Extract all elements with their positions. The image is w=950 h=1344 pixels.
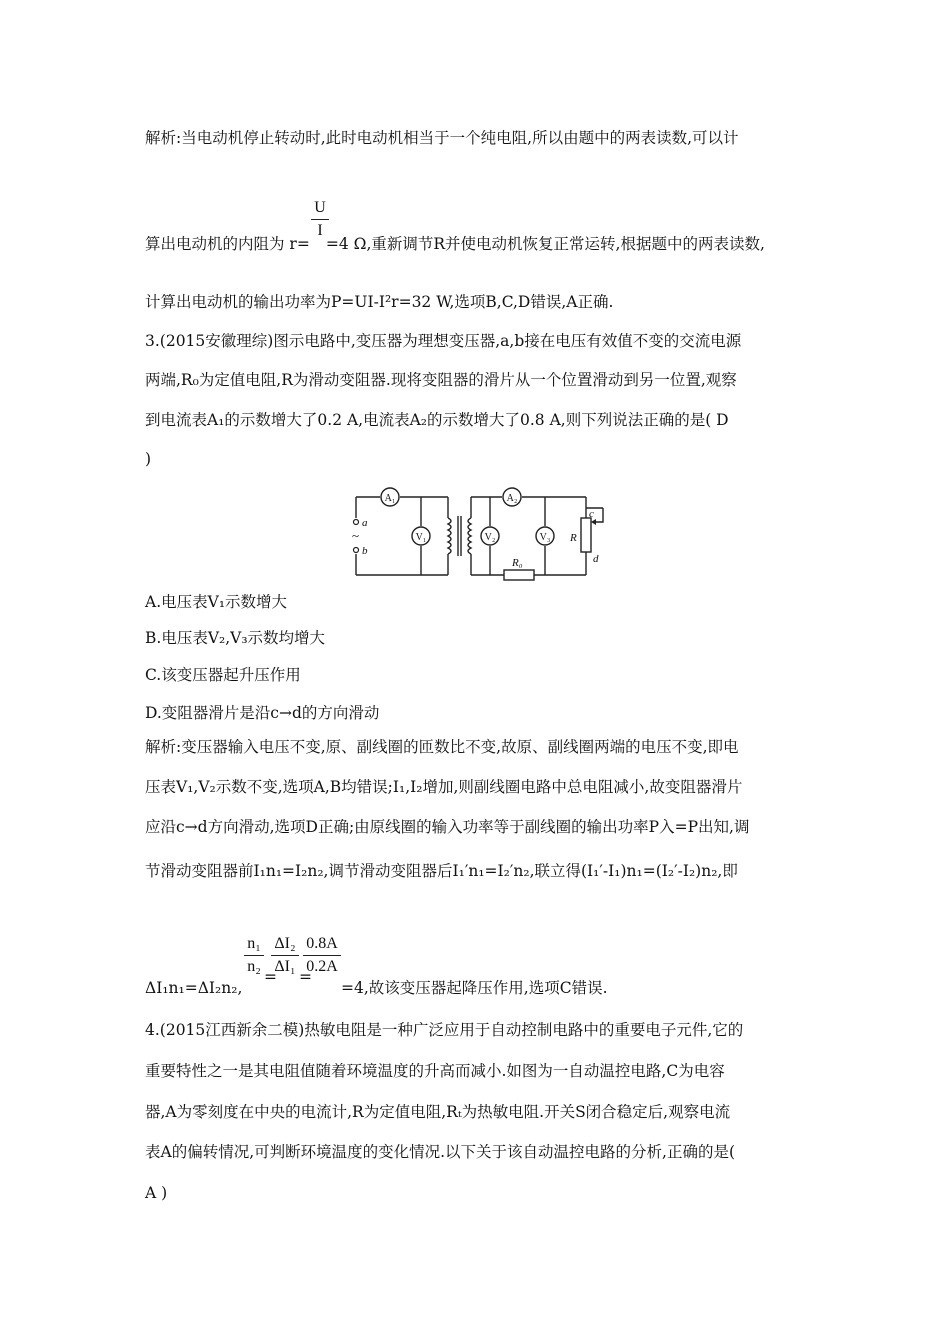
q4-stem-line2: 重要特性之一是其电阻值随着环境温度的升高而减小.如图为一自动温控电路,C为电容 xyxy=(145,1062,725,1080)
q3-stem-line3: 到电流表A₁的示数增大了0.2 A,电流表A₂的示数增大了0.8 A,则下列说法正确的是( D xyxy=(145,411,729,429)
label-r: R xyxy=(570,532,577,544)
q3-analysis-line4: 节滑动变阻器前I₁n₁=I₂n₂,调节滑动变阻器后I₁′n₁=I₂′n₂,联立得(I₁′-I₁)n₁=(I₂′-I₂)n₂,即 xyxy=(145,862,738,880)
q4-stem-line3: 器,A为零刻度在中央的电流计,R为定值电阻,Rₜ为热敏电阻.开关S闭合稳定后,观察电流 xyxy=(145,1103,731,1121)
q3-fraction-delta-i xyxy=(271,935,299,976)
q3-equation-pre: ΔI₁n₁=ΔI₂n₂, xyxy=(145,979,243,997)
label-ac-source: ~ xyxy=(352,528,360,543)
q3-frac3-den: 0.2A xyxy=(306,958,338,975)
q4-stem-line1: 4.(2015江西新余二模)热敏电阻是一种广泛应用于自动控制电路中的重要电子元件,它的 xyxy=(145,1021,744,1039)
q2-analysis-line1: 解析:当电动机停止转动时,此时电动机相当于一个纯电阻,所以由题中的两表读数,可以计 xyxy=(145,129,739,147)
q3-frac1-num: n₁ xyxy=(247,935,261,952)
q3-equals-2: = xyxy=(299,968,312,986)
q3-equation-post: =4,故该变压器起降压作用,选项C错误. xyxy=(341,979,608,997)
label-d: d xyxy=(593,553,599,565)
label-r0: R₀ xyxy=(512,557,523,569)
q2-frac-numerator: U xyxy=(314,199,326,216)
q3-stem-line1: 3.(2015安徽理综)图示电路中,变压器为理想变压器,a,b接在电压有效值不变的交流电源 xyxy=(145,332,742,350)
q3-option-c: C.该变压器起升压作用 xyxy=(145,666,301,684)
label-a1: A₁ xyxy=(384,493,396,504)
q3-analysis-line1: 解析:变压器输入电压不变,原、副线圈的匝数比不变,故原、副线圈两端的电压不变,即电 xyxy=(145,738,739,756)
q3-option-d: D.变阻器滑片是沿c→d的方向滑动 xyxy=(145,704,380,722)
label-a-terminal: a xyxy=(362,517,368,529)
label-a2: A₂ xyxy=(506,493,518,504)
q2-analysis-line3: 计算出电动机的输出功率为P=UI-I²r=32 W,选项B,C,D错误,A正确. xyxy=(145,293,614,311)
q2-line2-pre: 算出电动机的内阻为 r= xyxy=(145,235,310,253)
label-v3: V₃ xyxy=(539,532,551,543)
q3-analysis-line2: 压表V₁,V₂示数不变,选项A,B均错误;I₁,I₂增加,则副线圈电路中总电阻减小,故变阻器滑片 xyxy=(145,778,743,796)
q3-frac2-den: ΔI₁ xyxy=(274,958,296,975)
q3-fraction-turns xyxy=(244,935,264,976)
q3-stem-line4: ) xyxy=(145,450,152,468)
label-c: c xyxy=(589,508,594,520)
q2-analysis-line2 xyxy=(145,234,765,254)
label-b-terminal: b xyxy=(362,545,368,557)
q3-equals-1: = xyxy=(264,968,277,986)
q2-frac-denominator: I xyxy=(317,222,323,239)
q3-frac3-num: 0.8A xyxy=(306,935,338,952)
q3-option-a: A.电压表V₁示数增大 xyxy=(145,593,288,611)
q3-frac1-den: n₂ xyxy=(247,958,261,975)
q3-analysis-line3: 应沿c→d方向滑动,选项D正确;由原线圈的输入功率等于副线圈的输出功率P入=P出知,调 xyxy=(145,818,750,836)
transformer-circuit-diagram xyxy=(348,486,613,582)
q4-stem-line5: A ) xyxy=(145,1184,168,1202)
q3-stem-line2: 两端,R₀为定值电阻,R为滑动变阻器.现将变阻器的滑片从一个位置滑动到另一位置,观察 xyxy=(145,371,737,389)
q3-fraction-currents xyxy=(303,935,341,976)
label-v1: V₁ xyxy=(415,532,427,543)
q4-stem-line4: 表A的偏转情况,可判断环境温度的变化情况.以下关于该自动温控电路的分析,正确的是( xyxy=(145,1143,736,1161)
q2-line2-post: =4 Ω,重新调节R并使电动机恢复正常运转,根据题中的两表读数, xyxy=(325,235,765,253)
label-v2: V₂ xyxy=(484,532,496,543)
q3-option-b: B.电压表V₂,V₃示数均增大 xyxy=(145,629,326,647)
q3-frac2-num: ΔI₂ xyxy=(274,935,296,952)
